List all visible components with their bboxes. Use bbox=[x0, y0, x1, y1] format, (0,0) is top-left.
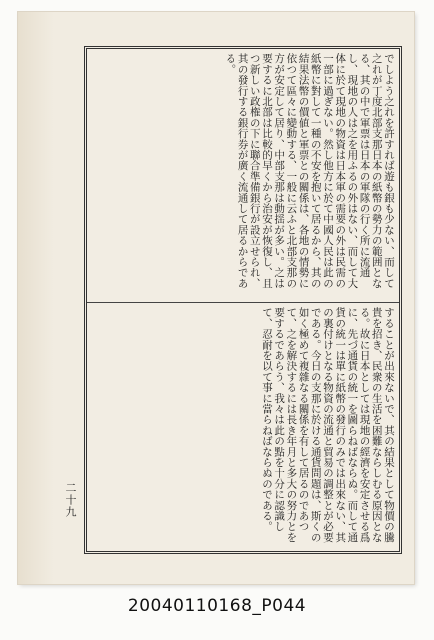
panel-divider bbox=[87, 302, 399, 303]
page-number: 二十九 bbox=[64, 482, 77, 518]
image-caption: 20040110168_P044 bbox=[127, 596, 307, 616]
top-text-panel bbox=[91, 53, 395, 297]
bottom-text-panel bbox=[91, 307, 395, 551]
book-page bbox=[18, 12, 414, 584]
page-gutter bbox=[18, 12, 54, 584]
text-frame bbox=[84, 46, 402, 554]
bottom-paragraph: することが出來ないで、其の結果として物價の騰貴を招き、民衆の生活を困難ならしむる原因となる。故に日本としては現地の經濟を安定させる爲に、先づ通貨の統一を圖らねばならぬ。而して通貨の統一は單に紙幣の發行のみでは出來ない、其の裏付けとなる物資の流通と貿易の調整とが必要である。今日の支那に於ける通貨問題は、斯くの如く極めて複雜なる關係を有して居るのであつて、之を解決するには長き年月と多大の努力とを要するであらう、我々は此の點を十分に認識して、忍耐を以て事に當らねばならぬのである。 bbox=[260, 307, 395, 543]
top-paragraph: でしよう之れを許すれば遊も銀も少ない、而して之れが丁度北部支那日本の紙幣の勢力の範囲となる、其の中で軍票は日本の軍隊の行く所に流通し、現地の人は之を用ふるの外はない、而して大体に於て現地の物資は日本軍の需要の外は民需の一部に過ぎない。然し他方に於て中國人民は此の紙幣に對して一種の不安を抱いて居るから、其の結果法幣の價値と軍票との關係は、各地の情勢に依つて區々に變動する、一般に云ふと北部支那の方が安定して居り、中部支那は動揺が多い。之は要するに北部は比較的早くから治安が恢復し、且つ新しい政権の下に聯合準備銀行が設立せられ、其の發行する銀行券が廣く流通して居るからである。 bbox=[224, 53, 395, 289]
